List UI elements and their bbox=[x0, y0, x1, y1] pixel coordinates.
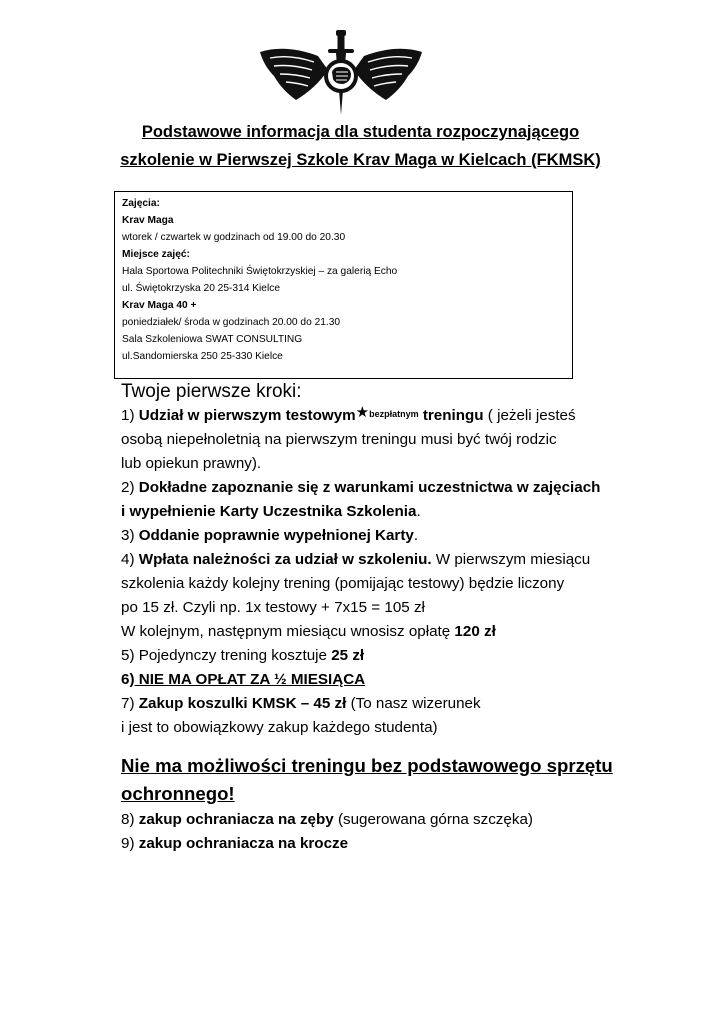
step-4-line-2: szkolenia każdy kolejny trening (pomijając testowy) będzie liczony bbox=[121, 575, 565, 592]
step-5-text: 5) Pojedynczy trening kosztuje bbox=[121, 647, 332, 664]
step-3 bbox=[121, 524, 711, 548]
star-icon: ★ bbox=[355, 404, 370, 421]
krav-maga-40-place: Sala Szkoleniowa SWAT CONSULTING bbox=[122, 334, 303, 345]
step-8-rest: (sugerowana górna szczęka) bbox=[333, 811, 533, 828]
step-3-bold: Oddanie poprawnie wypełnionej Karty bbox=[138, 527, 414, 544]
steps-heading: Twoje pierwsze kroki: bbox=[121, 381, 302, 402]
classes-label: Zajęcia: bbox=[122, 198, 160, 209]
step-1-bold-a: Udział w pierwszym testowym bbox=[138, 407, 356, 424]
krav-maga-40-address: ul.Sandomierska 250 25-330 Kielce bbox=[122, 351, 283, 362]
step-1-number: 1) bbox=[121, 407, 139, 424]
step-2-bold-b: i wypełnienie Karty Uczestnika Szkolenia bbox=[121, 503, 417, 520]
step-7 bbox=[121, 692, 711, 716]
step-4-line-4-text: W kolejnym, następnym miesiącu wnosisz opłatę bbox=[121, 623, 455, 640]
step-4-line-3: po 15 zł. Czyli np. 1x testowy + 7x15 = 105 zł bbox=[121, 599, 425, 616]
step-1 bbox=[121, 404, 711, 428]
krav-maga-40-hours: poniedziałek/ środa w godzinach 20.00 do 21.30 bbox=[122, 317, 341, 328]
single-training-fee: 25 zł bbox=[331, 647, 365, 664]
krav-maga-logo-icon bbox=[256, 30, 426, 115]
step-7-bold: Zakup koszulki KMSK – 45 zł bbox=[138, 695, 347, 712]
step-4-bold: Wpłata należności za udział w szkoleniu. bbox=[138, 551, 432, 568]
schedule-info-box bbox=[114, 191, 573, 379]
step-8-number: 8) bbox=[121, 811, 139, 828]
step-2-line-2 bbox=[121, 500, 711, 524]
step-8 bbox=[121, 808, 711, 832]
krav-maga-label: Krav Maga bbox=[122, 215, 174, 226]
step-1-line-2: osobą niepełnoletnią na pierwszym treningu musi być twój rodzic bbox=[121, 431, 557, 448]
location-line-1: Hala Sportowa Politechniki Świętokrzyskiej – za galerią Echo bbox=[122, 266, 398, 277]
step-1-rest: ( jeżeli jesteś bbox=[483, 407, 576, 424]
step-7-number: 7) bbox=[121, 695, 139, 712]
krav-maga-40-label: Krav Maga 40 + bbox=[122, 300, 197, 311]
step-4 bbox=[121, 548, 711, 572]
equipment-warning: Nie ma możliwości treningu bez podstawowego sprzętu ochronnego! bbox=[121, 755, 613, 804]
step-2-end: . bbox=[416, 503, 421, 520]
step-6 bbox=[121, 668, 711, 692]
step-9-bold: zakup ochraniacza na krocze bbox=[138, 835, 349, 852]
step-2 bbox=[121, 476, 711, 500]
step-4-line-4 bbox=[121, 620, 711, 644]
first-steps-section bbox=[121, 380, 711, 856]
school-logo bbox=[256, 30, 426, 115]
step-7-rest: (To nasz wizerunek bbox=[346, 695, 481, 712]
step-4-rest: W pierwszym miesiącu bbox=[431, 551, 591, 568]
step-5 bbox=[121, 644, 711, 668]
step-9 bbox=[121, 832, 711, 856]
step-3-number: 3) bbox=[121, 527, 139, 544]
location-line-2: ul. Świętokrzyska 20 25-314 Kielce bbox=[122, 283, 280, 294]
location-label: Miejsce zajęć: bbox=[122, 249, 190, 260]
step-7-line-2: i jest to obowiązkowy zakup każdego studenta) bbox=[121, 719, 438, 736]
step-6-text: NIE MA OPŁAT ZA ½ MIESIĄCA bbox=[134, 671, 366, 688]
step-2-number: 2) bbox=[121, 479, 139, 496]
step-2-bold-a: Dokładne zapoznanie się z warunkami uczestnictwa w zajęciach bbox=[138, 479, 601, 496]
step-1-superscript: bezpłatnym bbox=[369, 409, 419, 419]
step-9-number: 9) bbox=[121, 835, 139, 852]
step-6-number: 6) bbox=[121, 671, 135, 688]
document-title-line-1: Podstawowe informacja dla studenta rozpoczynającego bbox=[141, 123, 580, 141]
document-title-line-2: szkolenie w Pierwszej Szkole Krav Maga w Kielcach (FKMSK) bbox=[120, 151, 601, 169]
step-1-line-3: lub opiekun prawny). bbox=[121, 455, 262, 472]
step-8-bold: zakup ochraniacza na zęby bbox=[138, 811, 334, 828]
step-1-bold-b: treningu bbox=[418, 407, 484, 424]
step-4-number: 4) bbox=[121, 551, 139, 568]
krav-maga-hours: wtorek / czwartek w godzinach od 19.00 do 20.30 bbox=[122, 232, 346, 243]
monthly-fee: 120 zł bbox=[454, 623, 496, 640]
step-3-end: . bbox=[413, 527, 419, 544]
